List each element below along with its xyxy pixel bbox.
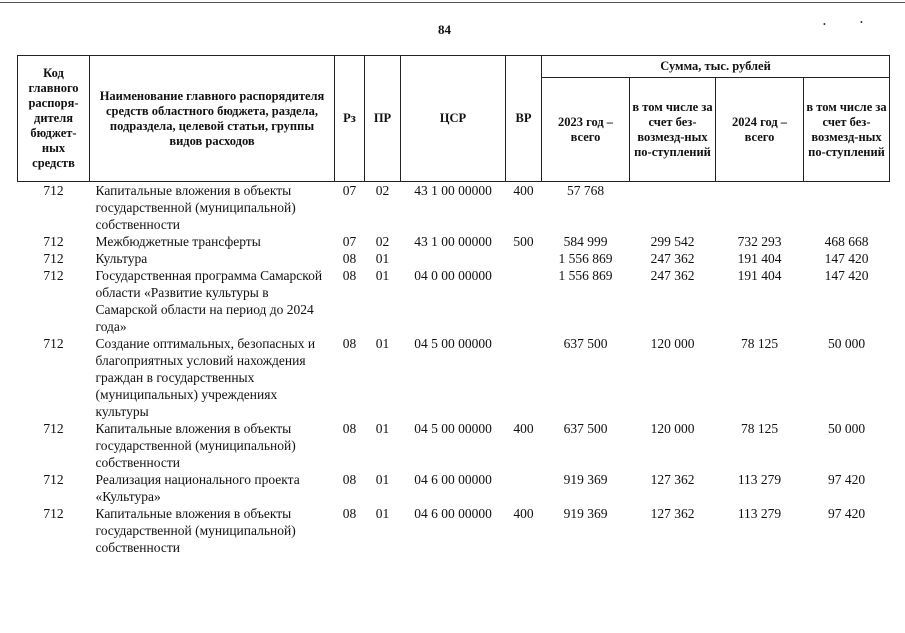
header-csr: ЦСР: [401, 56, 506, 182]
cell-2024-total: 113 279: [737, 506, 782, 521]
cell-2023-total: 57 768: [566, 183, 605, 198]
table-row: [18, 182, 890, 234]
cell-2024-total: 191 404: [737, 251, 782, 266]
header-name: Наименование главного распорядителя средств областного бюджета, раздела, подраздела, целевой статьи, группы видов расходов: [90, 56, 335, 182]
cell-pr: 01: [375, 336, 390, 351]
cell-2023-total: 919 369: [563, 506, 608, 521]
header-pr: ПР: [365, 56, 401, 182]
cell-2023-free: 127 362: [650, 472, 695, 487]
header-2024-total: 2024 год – всего: [716, 78, 804, 182]
cell-2024-free: 468 668: [824, 234, 869, 249]
table-row: [18, 267, 890, 335]
cell-2023-free: 120 000: [650, 421, 695, 436]
header-2023-free: в том числе за счет без-возмезд-ных по-ступлений: [630, 78, 716, 182]
cell-pr: 01: [375, 268, 390, 283]
cell-rz: 07: [342, 183, 357, 198]
cell-2023-total: 637 500: [563, 336, 608, 351]
cell-code: 712: [43, 268, 64, 283]
cell-2023-free: 247 362: [650, 268, 695, 283]
header-rz: Рз: [335, 56, 365, 182]
cell-pr: 01: [375, 506, 390, 521]
cell-code: 712: [43, 183, 64, 198]
cell-2024-free: 147 420: [824, 251, 869, 266]
cell-code: 712: [43, 234, 64, 249]
cell-name: Реализация национального проекта «Культура»: [95, 472, 300, 504]
cell-name: Капитальные вложения в объекты государственной (муниципальной) собственности: [95, 506, 296, 555]
cell-csr: 04 5 00 00000: [414, 421, 492, 436]
cell-2024-total: 78 125: [740, 336, 779, 351]
cell-rz: 08: [342, 268, 357, 283]
cell-vr: [506, 335, 542, 420]
cell-2024-total: 191 404: [737, 268, 782, 283]
cell-vr: [506, 250, 542, 267]
cell-code: 712: [43, 506, 64, 521]
budget-table: [17, 55, 890, 556]
table-row: [18, 505, 890, 556]
cell-vr: 500: [513, 234, 534, 249]
cell-csr: 04 6 00 00000: [414, 506, 492, 521]
cell-2024-free: 147 420: [824, 268, 869, 283]
cell-rz: 08: [342, 472, 357, 487]
cell-code: 712: [43, 472, 64, 487]
cell-2024-free: [804, 182, 890, 234]
cell-2023-free: [630, 182, 716, 234]
cell-rz: 08: [342, 421, 357, 436]
cell-vr: [506, 471, 542, 505]
cell-pr: 01: [375, 472, 390, 487]
cell-vr: 400: [513, 506, 534, 521]
scan-speck: •: [823, 20, 826, 29]
cell-code: 712: [43, 336, 64, 351]
cell-vr: 400: [513, 421, 534, 436]
cell-csr: 04 6 00 00000: [414, 472, 492, 487]
cell-2024-total: 732 293: [737, 234, 782, 249]
table-row: [18, 420, 890, 471]
cell-2024-total: 113 279: [737, 472, 782, 487]
cell-2023-total: 637 500: [563, 421, 608, 436]
cell-2023-free: 299 542: [650, 234, 695, 249]
table-row: [18, 233, 890, 250]
cell-2024-free: 50 000: [827, 421, 866, 436]
cell-2023-total: 1 556 869: [558, 251, 613, 266]
cell-2024-free: 97 420: [827, 506, 866, 521]
header-vr: ВР: [506, 56, 542, 182]
cell-csr: [401, 250, 506, 267]
cell-2024-free: 97 420: [827, 472, 866, 487]
cell-2023-free: 120 000: [650, 336, 695, 351]
cell-pr: 01: [375, 251, 390, 266]
cell-csr: 04 5 00 00000: [414, 336, 492, 351]
cell-code: 712: [43, 421, 64, 436]
cell-2023-free: 247 362: [650, 251, 695, 266]
cell-name: Капитальные вложения в объекты государственной (муниципальной) собственности: [95, 183, 296, 232]
cell-name: Культура: [95, 251, 148, 266]
scan-speck: •: [860, 18, 863, 27]
cell-name: Капитальные вложения в объекты государственной (муниципальной) собственности: [95, 421, 296, 470]
cell-pr: 02: [375, 183, 390, 198]
cell-name: Создание оптимальных, безопасных и благоприятных условий нахождения граждан в государственных (муниципальных) учреждениях культуры: [95, 336, 316, 419]
cell-2023-total: 919 369: [563, 472, 608, 487]
cell-name: Межбюджетные трансферты: [95, 234, 261, 249]
header-2023-total: 2023 год – всего: [542, 78, 630, 182]
cell-2023-total: 1 556 869: [558, 268, 613, 283]
header-2024-free: в том числе за счет без-возмезд-ных по-ступлений: [804, 78, 890, 182]
cell-pr: 02: [375, 234, 390, 249]
cell-rz: 08: [342, 336, 357, 351]
cell-pr: 01: [375, 421, 390, 436]
cell-rz: 07: [342, 234, 357, 249]
cell-name: Государственная программа Самарской области «Развитие культуры в Самарской области на период до 2024 года»: [95, 268, 323, 334]
cell-rz: 08: [342, 506, 357, 521]
cell-csr: 04 0 00 00000: [414, 268, 492, 283]
table-row: [18, 471, 890, 505]
table-row: [18, 250, 890, 267]
cell-code: 712: [43, 251, 64, 266]
top-border-line: [0, 2, 905, 3]
cell-vr: [506, 267, 542, 335]
cell-2023-free: 127 362: [650, 506, 695, 521]
cell-2024-total: 78 125: [740, 421, 779, 436]
cell-rz: 08: [342, 251, 357, 266]
page-number: 84: [438, 22, 451, 37]
cell-2023-total: 584 999: [563, 234, 608, 249]
header-sum: Сумма, тыс. рублей: [542, 56, 890, 78]
cell-csr: 43 1 00 00000: [414, 183, 492, 198]
cell-vr: 400: [513, 183, 534, 198]
cell-csr: 43 1 00 00000: [414, 234, 492, 249]
cell-2024-free: 50 000: [827, 336, 866, 351]
header-code: Код главного распоря-дителя бюджет-ных средств: [18, 56, 90, 182]
cell-2024-total: [716, 182, 804, 234]
table-row: [18, 335, 890, 420]
